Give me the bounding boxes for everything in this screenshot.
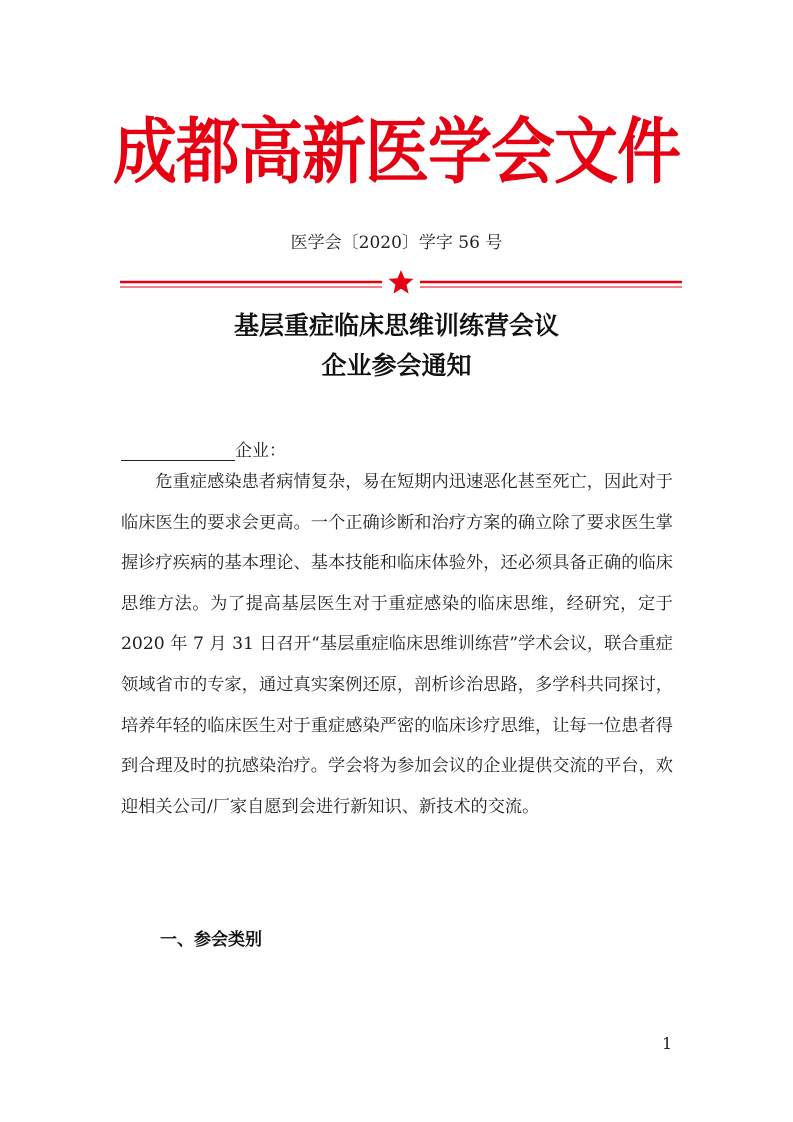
org-header-title: 成都高新医学会文件 <box>113 111 680 195</box>
section-heading: 一、参会类别 <box>160 930 262 950</box>
page-number: 1 <box>662 1034 673 1053</box>
star-icon <box>389 270 414 294</box>
addressee-suffix: 企业： <box>235 441 286 461</box>
body-paragraph: 危重症感染患者病情复杂，易在短期内迅速恶化甚至死亡，因此对于临床医生的要求会更高。一个正确诊断和治疗方案的确立除了要求医生掌握诊疗疾病的基本理论、基本技能和临床体验外，还必须具备正确的临床思维方法。为了提高基层医生对于重症感染的临床思维，经研究，定于 2020 年 7 月 31 日召开“基层重症临床思维训练营”学术会议，联合重症领域省市的专家，通过真实案例还原，剖析诊治思路，多学科共同探讨，培养年轻的临床医生对于重症感染严密的临床诊疗思维，让每一位患者得到合理及时的抗感染治疗。学会将为参加会议的企业提供交流的平台，欢迎相关公司/厂家自愿到会进行新知识、新技术的交流。 <box>121 472 673 817</box>
title-line-1: 基层重症临床思维训练营会议 <box>233 311 559 340</box>
document-number: 医学会〔2020〕学字 56 号 <box>290 233 503 253</box>
title-line-2: 企业参会通知 <box>321 351 472 380</box>
addressee-line <box>121 436 286 461</box>
document-title <box>0 306 793 386</box>
red-divider <box>120 270 682 294</box>
addressee-blank <box>121 440 235 461</box>
